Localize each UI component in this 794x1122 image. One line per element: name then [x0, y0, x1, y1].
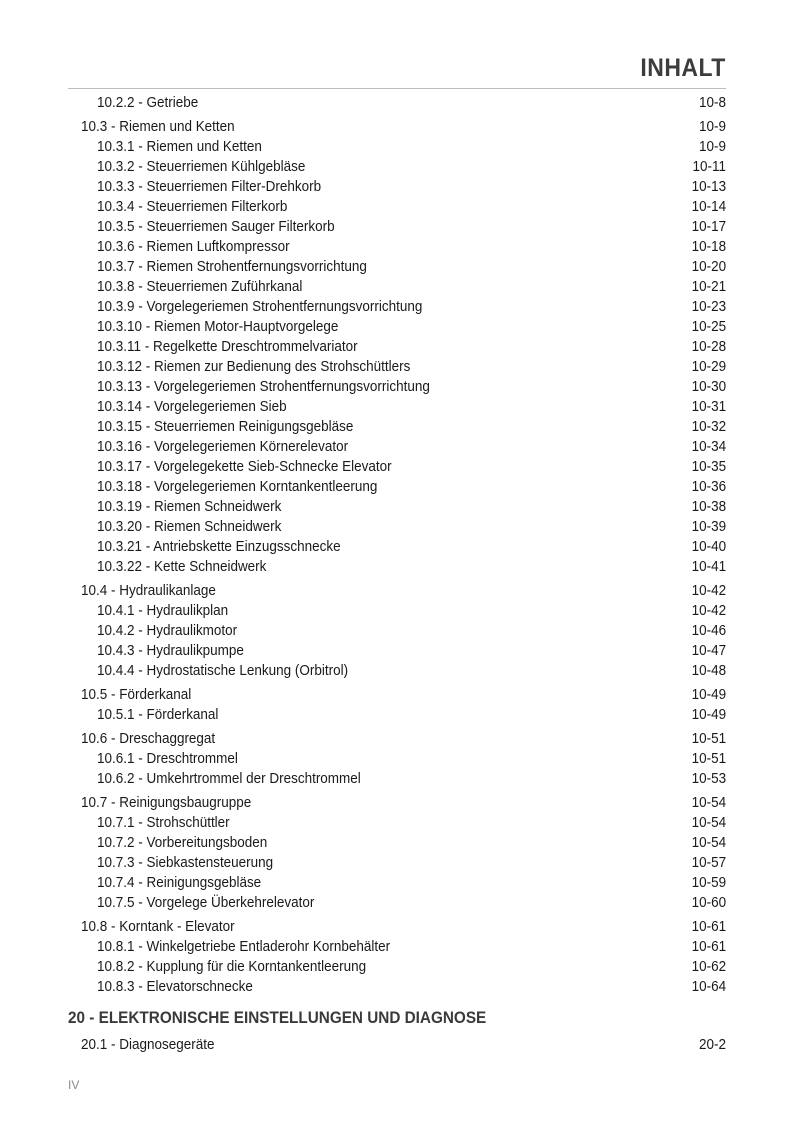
toc-subsection-entry[interactable]	[0, 893, 794, 913]
toc-entry-page: 10-47	[691, 643, 726, 659]
toc-entry-title: 10.3.8 - Steuerriemen Zuführkanal	[97, 279, 303, 295]
toc-entry-title: 10.3.5 - Steuerriemen Sauger Filterkorb	[97, 219, 335, 235]
toc-entry-page: 10-64	[691, 979, 726, 995]
toc-entry-title: 10.8.1 - Winkelgetriebe Entladerohr Kornbehälter	[97, 939, 391, 955]
toc-entry-page: 10-49	[691, 687, 726, 703]
toc-entry-page: 10-54	[691, 815, 726, 831]
toc-subsection-entry[interactable]	[0, 477, 794, 497]
toc-entry-title: 20.1 - Diagnosegeräte	[81, 1037, 215, 1053]
toc-entry-page: 10-25	[691, 319, 726, 335]
toc-subsection-entry[interactable]	[0, 661, 794, 681]
toc-entry-title: 10.5.1 - Förderkanal	[97, 707, 219, 723]
toc-subsection-entry[interactable]	[0, 601, 794, 621]
toc-entry-page: 10-51	[691, 731, 726, 747]
toc-entry-title: 10.3.4 - Steuerriemen Filterkorb	[97, 199, 288, 215]
toc-entry-title: 10.3.2 - Steuerriemen Kühlgebläse	[97, 159, 306, 175]
toc-entry-title: 10.3.1 - Riemen und Ketten	[97, 139, 262, 155]
toc-subsection-entry[interactable]	[0, 277, 794, 297]
toc-entry-page: 10-49	[691, 707, 726, 723]
toc-entry-title: 10.3.3 - Steuerriemen Filter-Drehkorb	[97, 179, 322, 195]
toc-entry-title: 10.8 - Korntank - Elevator	[81, 919, 235, 935]
toc-entry-title: 10.4.2 - Hydraulikmotor	[97, 623, 238, 639]
toc-subsection-entry[interactable]	[0, 177, 794, 197]
toc-entry-page: 10-59	[691, 875, 726, 891]
toc-entry-title: 10.3.14 - Vorgelegeriemen Sieb	[97, 399, 287, 415]
toc-subsection-entry[interactable]	[0, 557, 794, 577]
toc-entry-title: 10.3.12 - Riemen zur Bedienung des Strohschüttlers	[97, 359, 411, 375]
toc-subsection-entry[interactable]	[0, 197, 794, 217]
toc-entry-page: 10-35	[691, 459, 726, 475]
toc-entry-title: 10.4.3 - Hydraulikpumpe	[97, 643, 244, 659]
toc-subsection-entry[interactable]	[0, 137, 794, 157]
toc-subsection-entry[interactable]	[0, 357, 794, 377]
toc-subsection-entry[interactable]	[0, 317, 794, 337]
toc-entry-title: 10.7.1 - Strohschüttler	[97, 815, 230, 831]
toc-entry-page: 10-54	[691, 835, 726, 851]
toc-entry-title: 10.3.11 - Regelkette Dreschtrommelvariator	[97, 339, 358, 355]
toc-subsection-entry[interactable]	[0, 297, 794, 317]
toc-entry-title: 10.2.2 - Getriebe	[97, 95, 199, 111]
toc-entry-page: 10-30	[691, 379, 726, 395]
toc-subsection-entry[interactable]	[0, 769, 794, 789]
toc-entry-page: 10-53	[691, 771, 726, 787]
toc-entry-title: 10.3.7 - Riemen Strohentfernungsvorrichtung	[97, 259, 367, 275]
toc-entry-page: 10-32	[691, 419, 726, 435]
toc-entry-page: 10-8	[699, 95, 726, 111]
toc-section-entry[interactable]	[0, 729, 794, 749]
toc-entry-page: 10-60	[691, 895, 726, 911]
toc-entry-title: 20 - ELEKTRONISCHE EINSTELLUNGEN UND DIAGNOSE	[68, 1008, 487, 1027]
toc-entry-title: 10.3.9 - Vorgelegeriemen Strohentfernungsvorrichtung	[97, 299, 423, 315]
toc-subsection-entry[interactable]	[0, 957, 794, 977]
toc-section-entry[interactable]	[0, 1035, 794, 1055]
toc-entry-title: 10.6.2 - Umkehrtrommel der Dreschtrommel	[97, 771, 361, 787]
toc-entry-page: 10-20	[691, 259, 726, 275]
toc-section-entry[interactable]	[0, 581, 794, 601]
toc-entry-page: 10-23	[691, 299, 726, 315]
toc-subsection-entry[interactable]	[0, 873, 794, 893]
toc-subsection-entry[interactable]	[0, 257, 794, 277]
toc-chapter-heading[interactable]	[0, 1007, 794, 1029]
toc-entry-page: 10-46	[691, 623, 726, 639]
toc-entry-page: 10-28	[691, 339, 726, 355]
toc-subsection-entry[interactable]	[0, 977, 794, 997]
toc-entry-title: 10.3 - Riemen und Ketten	[81, 119, 235, 135]
toc-entry-title: 10.7 - Reinigungsbaugruppe	[81, 795, 252, 811]
toc-entry-page: 10-61	[691, 919, 726, 935]
toc-subsection-entry[interactable]	[0, 457, 794, 477]
toc-entry-title: 10.3.20 - Riemen Schneidwerk	[97, 519, 282, 535]
toc-subsection-entry[interactable]	[0, 237, 794, 257]
toc-subsection-entry[interactable]	[0, 437, 794, 457]
page-number: IV	[68, 1078, 80, 1092]
toc-subsection-entry[interactable]	[0, 641, 794, 661]
toc-subsection-entry[interactable]	[0, 937, 794, 957]
toc-entry-page: 10-39	[691, 519, 726, 535]
toc-section-entry[interactable]	[0, 685, 794, 705]
toc-entry-page: 20-2	[699, 1037, 726, 1053]
toc-entry-page: 10-13	[691, 179, 726, 195]
toc-entry-title: 10.3.16 - Vorgelegeriemen Körnerelevator	[97, 439, 349, 455]
toc-subsection-entry[interactable]	[0, 217, 794, 237]
toc-entry-page: 10-9	[699, 119, 726, 135]
toc-subsection-entry[interactable]	[0, 537, 794, 557]
toc-subsection-entry[interactable]	[0, 397, 794, 417]
toc-entry-title: 10.7.3 - Siebkastensteuerung	[97, 855, 274, 871]
toc-subsection-entry[interactable]	[0, 853, 794, 873]
toc-entry-page: 10-42	[691, 603, 726, 619]
toc-subsection-entry[interactable]	[0, 621, 794, 641]
toc-entry-page: 10-29	[691, 359, 726, 375]
toc-entry-page: 10-51	[691, 751, 726, 767]
toc-entry-title: 10.3.15 - Steuerriemen Reinigungsgebläse	[97, 419, 354, 435]
toc-entry-title: 10.3.10 - Riemen Motor-Hauptvorgelege	[97, 319, 339, 335]
toc-subsection-entry[interactable]	[0, 377, 794, 397]
toc-entry-title: 10.7.4 - Reinigungsgebläse	[97, 875, 262, 891]
toc-subsection-entry[interactable]	[0, 93, 794, 113]
toc-entry-title: 10.3.22 - Kette Schneidwerk	[97, 559, 267, 575]
toc-entry-page: 10-41	[691, 559, 726, 575]
toc-entry-page: 10-36	[691, 479, 726, 495]
toc-entry-page: 10-11	[692, 159, 726, 175]
table-of-contents	[0, 93, 794, 1055]
toc-entry-title: 10.3.17 - Vorgelegekette Sieb-Schnecke Elevator	[97, 459, 392, 475]
toc-subsection-entry[interactable]	[0, 337, 794, 357]
toc-entry-title: 10.3.6 - Riemen Luftkompressor	[97, 239, 290, 255]
toc-entry-page: 10-42	[691, 583, 726, 599]
toc-section-entry[interactable]	[0, 117, 794, 137]
toc-entry-page: 10-62	[691, 959, 726, 975]
page-title: INHALT	[640, 54, 726, 82]
toc-subsection-entry[interactable]	[0, 833, 794, 853]
toc-entry-page: 10-18	[691, 239, 726, 255]
toc-entry-page: 10-57	[691, 855, 726, 871]
toc-entry-title: 10.4.4 - Hydrostatische Lenkung (Orbitrol)	[97, 663, 349, 679]
toc-entry-page: 10-34	[691, 439, 726, 455]
toc-entry-page: 10-9	[699, 139, 726, 155]
toc-entry-title: 10.3.21 - Antriebskette Einzugsschnecke	[97, 539, 341, 555]
header-divider	[68, 88, 726, 89]
toc-entry-page: 10-40	[691, 539, 726, 555]
toc-entry-title: 10.7.5 - Vorgelege Überkehrelevator	[97, 895, 315, 911]
toc-entry-title: 10.5 - Förderkanal	[81, 687, 192, 703]
toc-subsection-entry[interactable]	[0, 497, 794, 517]
toc-entry-title: 10.3.13 - Vorgelegeriemen Strohentfernungsvorrichtung	[97, 379, 430, 395]
toc-entry-page: 10-14	[691, 199, 726, 215]
toc-entry-title: 10.4 - Hydraulikanlage	[81, 583, 216, 599]
toc-subsection-entry[interactable]	[0, 705, 794, 725]
toc-section-entry[interactable]	[0, 917, 794, 937]
toc-entry-title: 10.3.18 - Vorgelegeriemen Korntankentleerung	[97, 479, 378, 495]
toc-entry-page: 10-38	[691, 499, 726, 515]
toc-entry-page: 10-17	[691, 219, 726, 235]
toc-entry-title: 10.8.2 - Kupplung für die Korntankentleerung	[97, 959, 367, 975]
toc-entry-title: 10.6.1 - Dreschtrommel	[97, 751, 238, 767]
toc-section-entry[interactable]	[0, 793, 794, 813]
toc-entry-page: 10-48	[691, 663, 726, 679]
toc-subsection-entry[interactable]	[0, 417, 794, 437]
toc-entry-page: 10-31	[691, 399, 726, 415]
toc-entry-title: 10.6 - Dreschaggregat	[81, 731, 216, 747]
toc-entry-page: 10-21	[691, 279, 726, 295]
toc-entry-title: 10.4.1 - Hydraulikplan	[97, 603, 229, 619]
toc-entry-title: 10.3.19 - Riemen Schneidwerk	[97, 499, 282, 515]
toc-subsection-entry[interactable]	[0, 749, 794, 769]
toc-entry-page: 10-54	[691, 795, 726, 811]
toc-subsection-entry[interactable]	[0, 517, 794, 537]
toc-entry-title: 10.8.3 - Elevatorschnecke	[97, 979, 253, 995]
toc-entry-title: 10.7.2 - Vorbereitungsboden	[97, 835, 268, 851]
toc-subsection-entry[interactable]	[0, 813, 794, 833]
toc-subsection-entry[interactable]	[0, 157, 794, 177]
toc-entry-page: 10-61	[691, 939, 726, 955]
